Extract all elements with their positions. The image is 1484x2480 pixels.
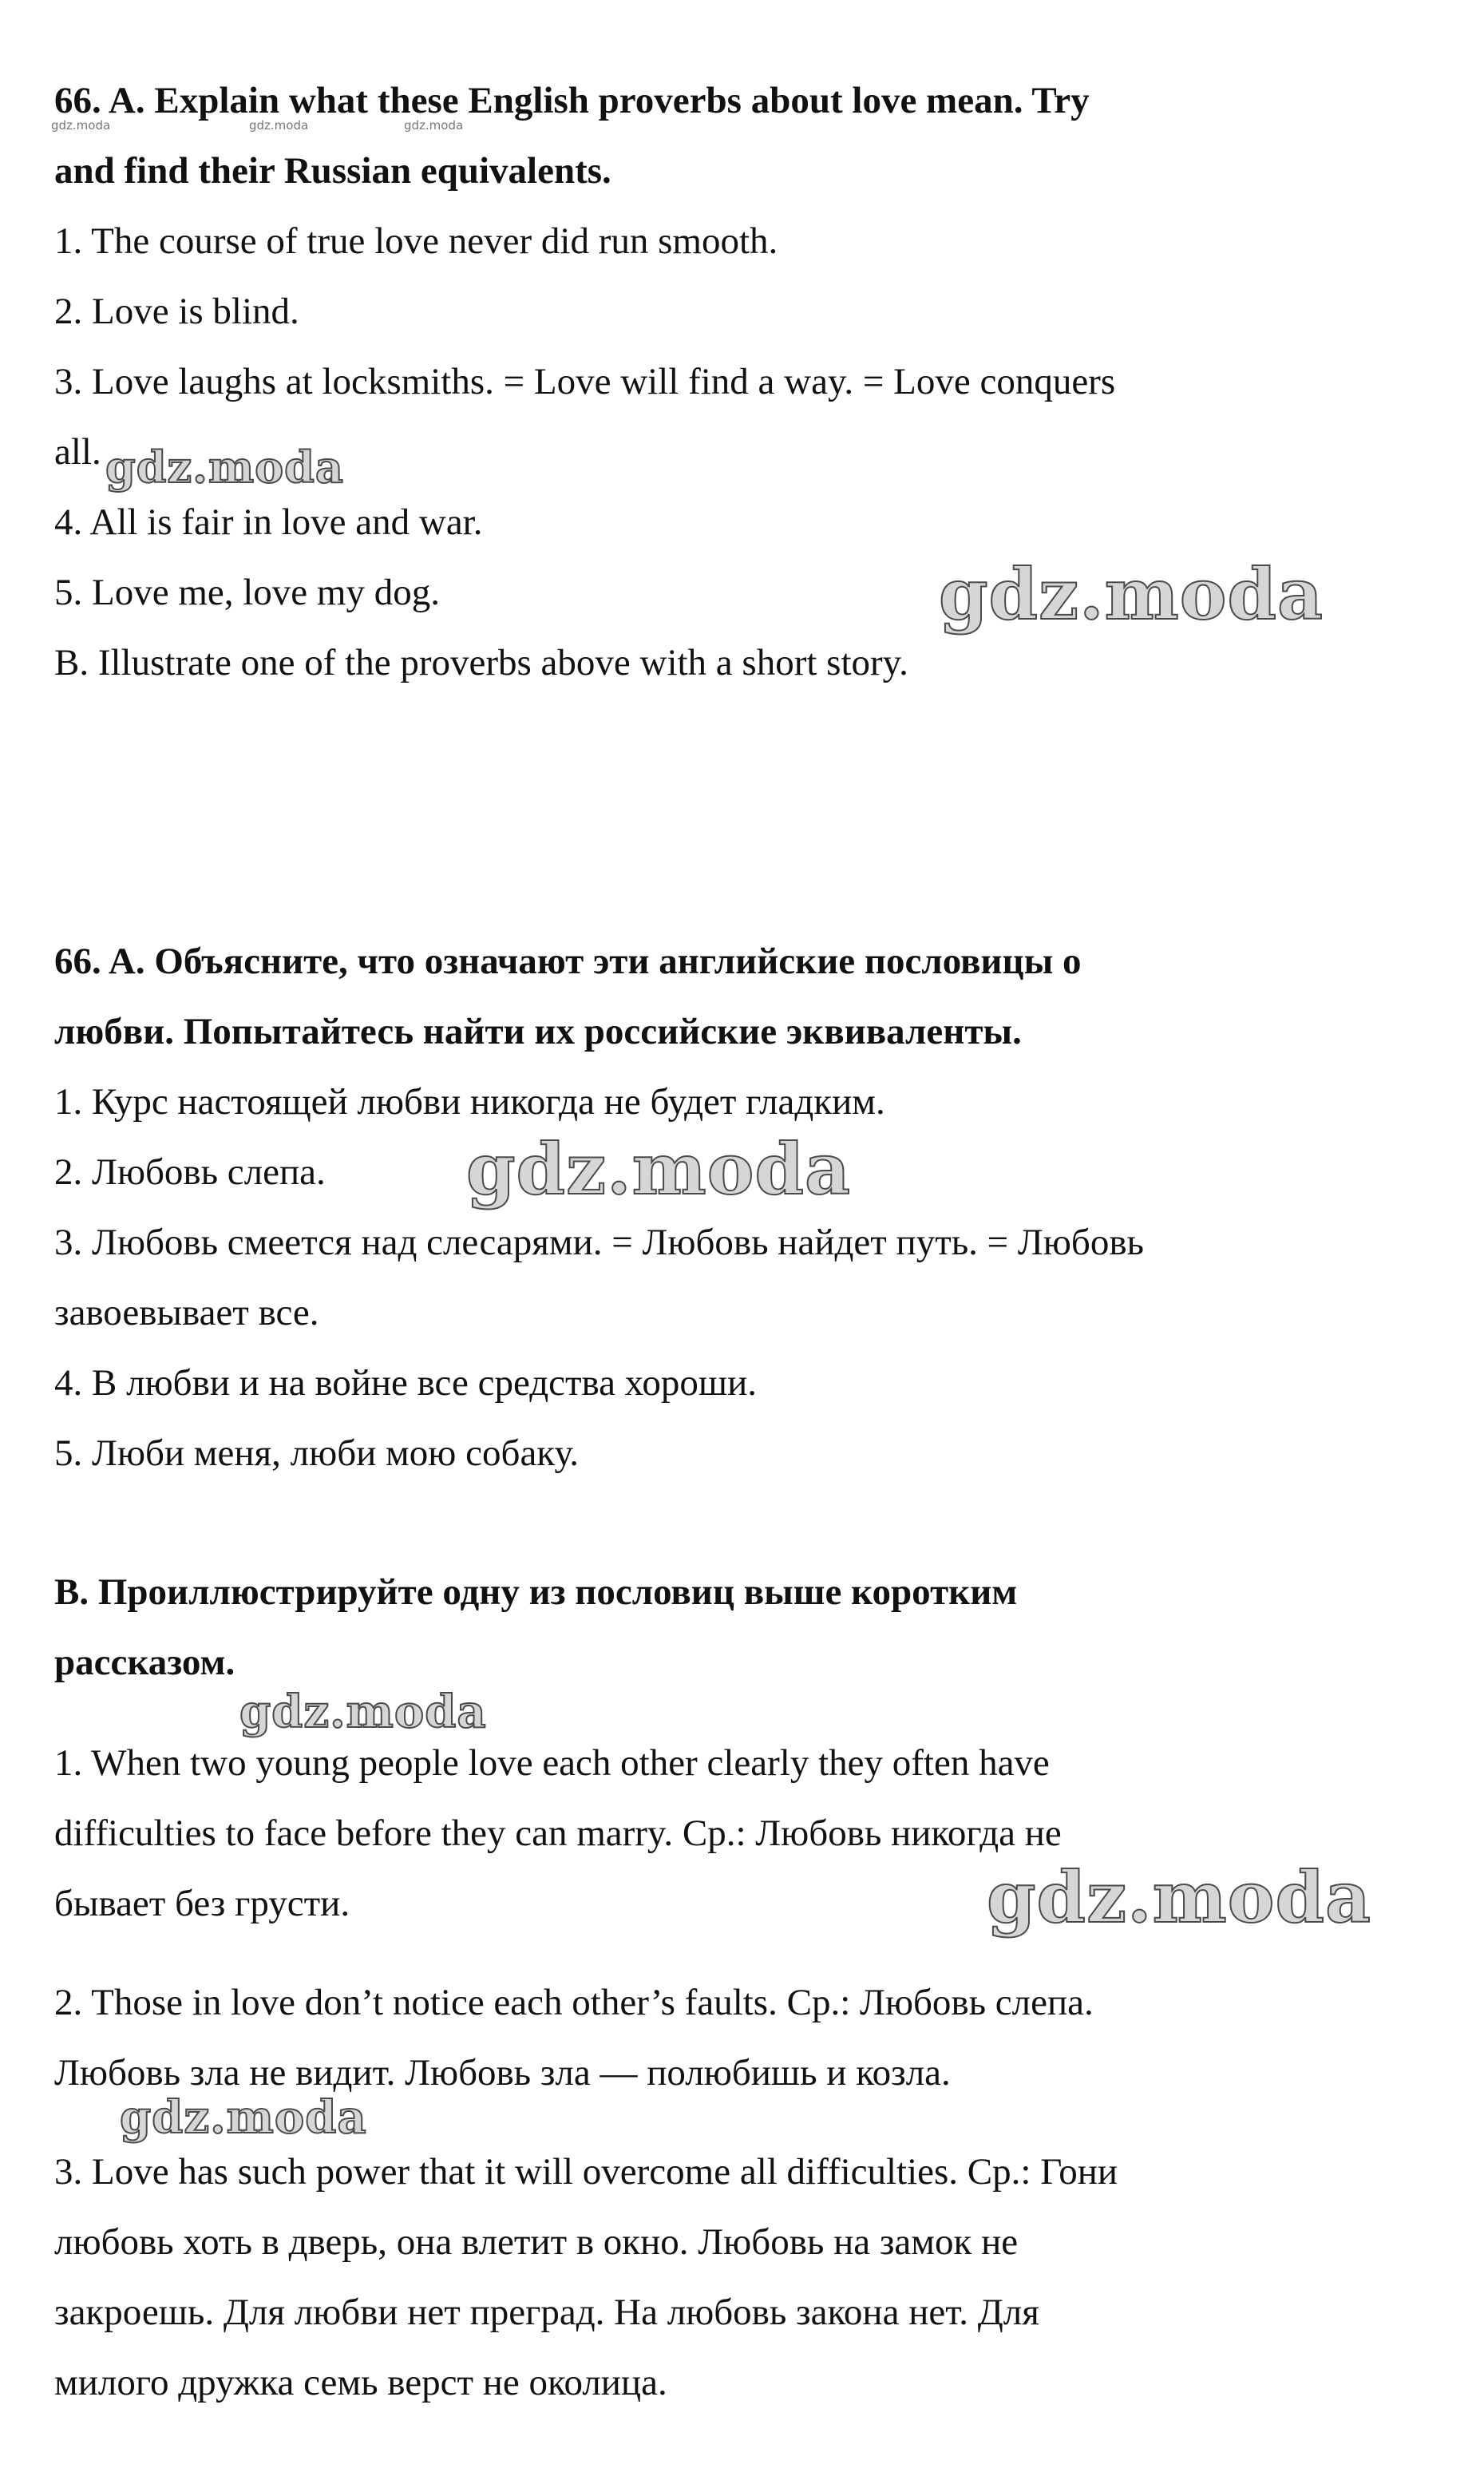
- watermark: gdz.moda: [239, 1686, 487, 1738]
- proverb-ru-4: 4. В любви и на войне все средства хороши.: [54, 1362, 757, 1404]
- answer-2-line2: Любовь зла не видит. Любовь зла — полюбишь и козла.: [54, 2052, 951, 2094]
- answer-3-line3: закроешь. Для любви нет преград. На любовь закона нет. Для: [54, 2292, 1039, 2333]
- answer-3-line2: любовь хоть в дверь, она влетит в окно. Любовь на замок не: [54, 2221, 1019, 2263]
- exercise-heading-ru-line1: 66. A. Объясните, что означают эти английские пословицы о: [54, 941, 1082, 982]
- watermark: gdz.moda: [466, 1127, 852, 1210]
- watermark-small: gdz.moda: [404, 118, 464, 133]
- task-b-heading-line1: B. Проиллюстрируйте одну из пословиц выше коротким: [54, 1571, 1018, 1613]
- proverb-ru-5: 5. Люби меня, люби мою собаку.: [54, 1432, 580, 1474]
- exercise-heading-en-line1: 66. A. Explain what these English proverbs about love mean. Try: [54, 80, 1090, 121]
- exercise-heading-en-line2: and find their Russian equivalents.: [54, 150, 611, 192]
- answer-2-line1: 2. Those in love don’t notice each other’s faults. Ср.: Любовь слепа.: [54, 1982, 1094, 2023]
- exercise-heading-ru-line2: любви. Попытайтесь найти их российские эквиваленты.: [54, 1011, 1022, 1052]
- proverb-ru-3: 3. Любовь смеется над слесарями. = Любовь найдет путь. = Любовь: [54, 1222, 1144, 1263]
- watermark-small: gdz.moda: [51, 118, 111, 133]
- proverb-en-4: 4. All is fair in love and war.: [54, 501, 483, 543]
- watermark: gdz.moda: [939, 553, 1324, 636]
- proverb-ru-3-cont: завоевывает все.: [54, 1292, 319, 1333]
- proverb-en-3-cont: all.: [54, 431, 101, 473]
- proverb-en-5: 5. Love me, love my dog.: [54, 572, 440, 613]
- proverb-en-2: 2. Love is blind.: [54, 291, 299, 332]
- proverb-en-3: 3. Love laughs at locksmiths. = Love will find a way. = Love conquers: [54, 361, 1116, 402]
- watermark: gdz.moda: [120, 2091, 367, 2144]
- proverb-ru-1: 1. Курс настоящей любви никогда не будет гладким.: [54, 1081, 885, 1123]
- watermark: gdz.moda: [105, 442, 344, 493]
- task-b-heading-line2: рассказом.: [54, 1642, 235, 1683]
- proverb-ru-2: 2. Любовь слепа.: [54, 1151, 326, 1193]
- answer-1-line1: 1. When two young people love each other clearly they often have: [54, 1742, 1050, 1784]
- answer-1-line2: difficulties to face before they can marry. Ср.: Любовь никогда не: [54, 1812, 1062, 1854]
- task-b-en: B. Illustrate one of the proverbs above with a short story.: [54, 642, 908, 683]
- proverb-en-1: 1. The course of true love never did run smooth.: [54, 220, 778, 262]
- watermark-small: gdz.moda: [249, 118, 309, 133]
- answer-1-line3: бывает без грусти.: [54, 1883, 350, 1924]
- watermark: gdz.moda: [987, 1856, 1372, 1939]
- answer-3-line4: милого дружка семь верст не околица.: [54, 2362, 667, 2403]
- answer-3-line1: 3. Love has such power that it will overcome all difficulties. Ср.: Гони: [54, 2151, 1118, 2193]
